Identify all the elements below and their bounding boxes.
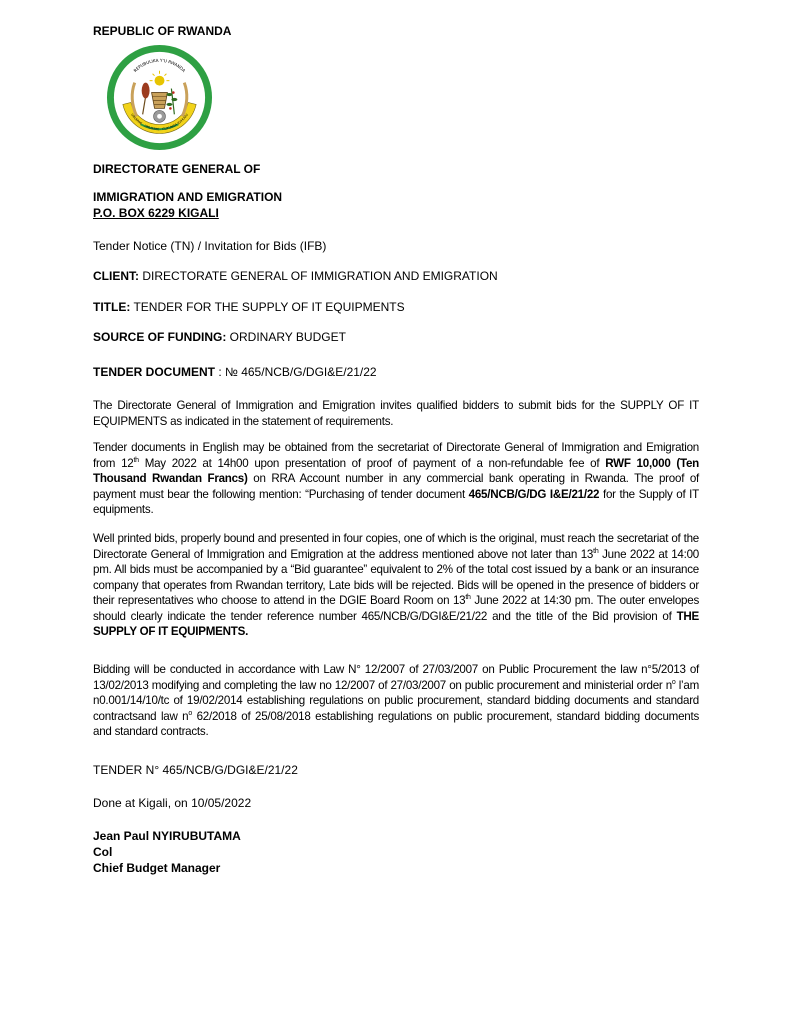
directorate-line-2: IMMIGRATION AND EMIGRATION <box>93 190 283 204</box>
notice-type: Tender Notice (TN) / Invitation for Bids (IFB) <box>93 239 327 253</box>
rwanda-emblem-icon <box>105 43 214 152</box>
signatory-name: Jean Paul NYIRUBUTAMA <box>93 829 241 843</box>
svg-text:REPUBULIKA Y'U RWANDA: REPUBULIKA Y'U RWANDA <box>132 57 187 74</box>
fee-amount: RWF 10,000 (Ten Thousand Rwandan Francs) <box>93 456 700 485</box>
tender-document-line <box>93 365 377 380</box>
client-line <box>93 269 498 284</box>
bid-provision-title: THE SUPPLY OF IT EQUIPMENTS. <box>93 609 699 638</box>
po-box: P.O. BOX 6229 KIGALI <box>93 206 219 220</box>
signatory-rank: Col <box>93 845 113 859</box>
tender-reference: 465/NCB/G/DG I&E/21/22 <box>468 487 600 501</box>
paragraph-invitation: The Directorate General of Immigration and Emigration invites qualified bidders to submit bids for the SUPPLY OF IT EQUIPMENTS as indicated in the statement of requirements. <box>93 399 699 428</box>
signatory-position: Chief Budget Manager <box>93 861 221 875</box>
title-line <box>93 300 405 315</box>
paragraph-bidding-law: Bidding will be conducted in accordance with Law N° 12/2007 of 27/03/2007 on Public Procurement the law n°5/2013 of 13/02/2013 modifying and completing the law no 12/2007 of 27/03/2007 on public procurement and ministerial order $n^o$ l’am n0.001/14/10/tc of 19/02/2014 establishing regulations on public procurement, standard bidding documents and standard contractsand law $n^o$ 62/2018 of 25/08/2018 establishing regulations on public procurement, standard bidding documents and standard contracts. <box>93 663 699 738</box>
funding-value: ORDINARY BUDGET <box>226 330 346 344</box>
country-heading: REPUBLIC OF RWANDA <box>93 24 232 38</box>
paragraph-documents: Tender documents in English may be obtained from the secretariat of Directorate General of Immigration and Emigration from 12th May 2022 at 14h00 upon presentation of proof of payment of a non-refundable fee of RWF 10,000 (Ten Thousand Rwandan Francs) on RRA Account number in any commercial bank operating in Rwanda. The proof of payment must bear the following mention: “Purchasing of tender document 465/NCB/G/DG I&E/21/22 for the Supply of IT equipments. <box>93 441 700 516</box>
tender-document-value: : № 465/NCB/G/DGI&E/21/22 <box>215 365 377 379</box>
title-value: TENDER FOR THE SUPPLY OF IT EQUIPMENTS <box>130 300 405 314</box>
place-and-date: Done at Kigali, on 10/05/2022 <box>93 796 252 810</box>
directorate-line-1: DIRECTORATE GENERAL OF <box>93 162 261 176</box>
title-label: TITLE: <box>93 300 131 314</box>
paragraph-submission: Well printed bids, properly bound and presented in four copies, one of which is the original, must reach the secretariat of the Directorate General of Immigration and Emigration at the address mentioned above not later than 13th June 2022 at 14:00 pm. All bids must be accompanied by a “Bid guarantee” equivalent to 2% of the total cost issued by a bank or an insurance company that operates from Rwandan territory, Late bids will be rejected. Bids will be opened in the presence of bidders or their representatives who choose to attend in the DGIE Board Room on 13th June 2022 at 14:30 pm. The outer envelopes should clearly indicate the tender reference number 465/NCB/G/DGI&E/21/22 and the title of the Bid provision of THE SUPPLY OF IT EQUIPMENTS. <box>93 532 700 638</box>
funding-line <box>93 330 346 345</box>
client-label: CLIENT: <box>93 269 139 283</box>
svg-text:UBUMWE - UMURIMO - GUKUNDA IGI: UBUMWE - UMURIMO - GUKUNDA IGIHUGU <box>130 112 189 132</box>
funding-label: SOURCE OF FUNDING: <box>93 330 227 344</box>
tender-document-label: TENDER DOCUMENT <box>93 365 215 379</box>
tender-number-ref: TENDER N° 465/NCB/G/DGI&E/21/22 <box>93 763 298 777</box>
client-value: DIRECTORATE GENERAL OF IMMIGRATION AND EMIGRATION <box>139 269 498 283</box>
